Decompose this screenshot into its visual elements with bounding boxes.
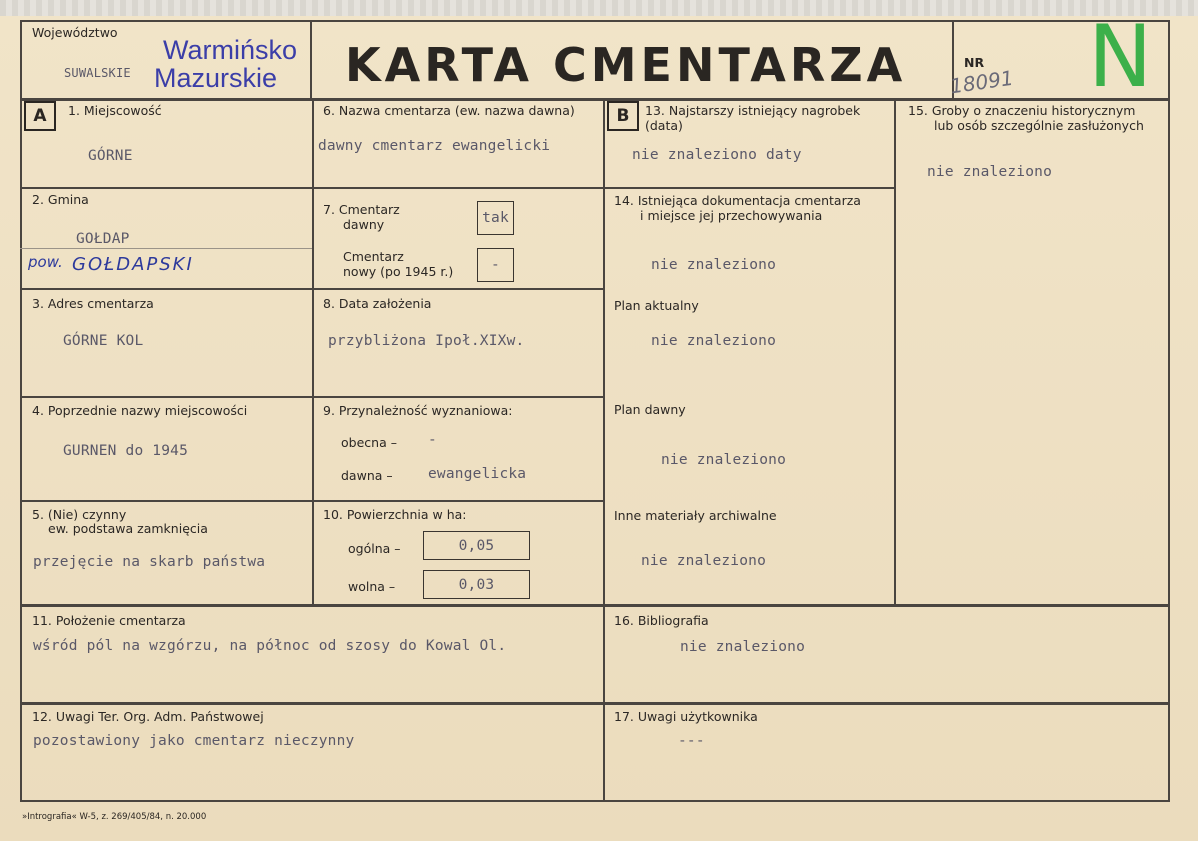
- wojewodztwo-typed: SUWALSKIE: [64, 66, 131, 80]
- inne-value: nie znaleziono: [641, 553, 767, 569]
- dokumentacja-label-line1: 14. Istniejąca dokumentacja cmentarza: [614, 193, 861, 208]
- dokumentacja-value: nie znaleziono: [651, 257, 777, 273]
- nowy-label-line2: nowy (po 1945 r.): [343, 264, 454, 279]
- bibliografia-value: nie znaleziono: [680, 639, 806, 655]
- ogolna-label: ogólna –: [348, 541, 401, 556]
- header-bottom-line: [20, 98, 1170, 101]
- gmina-value: GOŁDAP: [76, 231, 130, 247]
- nagrobek-label-line2: (data): [645, 118, 683, 133]
- czynny-value: przejęcie na skarb państwa: [33, 554, 266, 570]
- powiat-prefix: pow.: [28, 253, 63, 271]
- print-footer: »Intrografia« W-5, z. 269/405/84, n. 20.000: [22, 812, 207, 822]
- adres-label: 3. Adres cmentarza: [32, 296, 154, 311]
- gmina-label: 2. Gmina: [32, 192, 89, 207]
- bottom-row-line-1: [20, 604, 1170, 607]
- groby-label-line1: 15. Groby o znaczeniu historycznym: [908, 103, 1136, 118]
- nazwa-label: 6. Nazwa cmentarza (ew. nazwa dawna): [323, 103, 575, 118]
- ogolna-value: 0,05: [458, 537, 495, 554]
- row-line-1: [20, 187, 604, 189]
- col-divider-b: [603, 100, 605, 800]
- wolna-value: 0,03: [458, 576, 495, 593]
- dawny-label: dawny: [343, 217, 385, 232]
- frame-left: [20, 20, 22, 802]
- wojewodztwo-label: Województwo: [32, 25, 118, 40]
- powiat-value: GOŁDAPSKI: [72, 254, 194, 275]
- section-b-marker: B: [607, 101, 639, 131]
- row-line-4: [20, 500, 604, 502]
- polozenie-value: wśród pól na wzgórzu, na północ od szosy do Kowal Ol.: [33, 638, 507, 654]
- adres-value: GÓRNE KOL: [63, 333, 144, 349]
- wolna-box: [423, 570, 530, 599]
- dawny-value: tak: [482, 210, 509, 226]
- uwagi-ter-value: pozostawiony jako cmentarz nieczynny: [33, 733, 355, 749]
- page-title: KARTA CMENTARZA: [345, 38, 907, 92]
- nr-letter: N: [1088, 7, 1153, 107]
- powierzchnia-label: 10. Powierzchnia w ha:: [323, 507, 467, 522]
- col-divider-c: [894, 100, 896, 605]
- czynny-label-line1: 5. (Nie) czynny: [32, 507, 127, 522]
- groby-value: nie znaleziono: [927, 164, 1053, 180]
- col-divider-a: [312, 100, 314, 605]
- uwagi-uzyt-label: 17. Uwagi użytkownika: [614, 709, 758, 724]
- przynaleznosc-label: 9. Przynależność wyznaniowa:: [323, 403, 513, 418]
- wojewodztwo-stamp-line1: Warmińsko: [163, 35, 298, 65]
- dawna-label: dawna –: [341, 468, 393, 483]
- obecna-value: -: [428, 432, 437, 448]
- nr-handwritten: 18091: [948, 65, 1015, 99]
- frame-top: [20, 20, 1170, 22]
- nagrobek-label-line1: 13. Najstarszy istniejący nagrobek: [645, 103, 861, 118]
- nowy-label-line1: Cmentarz: [343, 249, 404, 264]
- miejscowosc-value: GÓRNE: [88, 148, 133, 164]
- frame-right: [1168, 20, 1170, 802]
- plan-dawny-value: nie znaleziono: [661, 452, 787, 468]
- section-a-marker: A: [24, 101, 56, 131]
- row-line-3: [20, 396, 604, 398]
- top-edge-strip: [0, 0, 1198, 16]
- dokumentacja-label-line2: i miejsce jej przechowywania: [640, 208, 823, 223]
- nazwa-value: dawny cmentarz ewangelicki: [318, 138, 551, 154]
- ogolna-box: [423, 531, 530, 560]
- dawna-value: ewangelicka: [428, 466, 527, 482]
- groby-label-line2: lub osób szczególnie zasłużonych: [934, 118, 1144, 133]
- plan-aktualny-label: Plan aktualny: [614, 298, 699, 313]
- data-zalozenia-value: przybliżona Ipoł.XIXw.: [328, 333, 525, 349]
- plan-dawny-label: Plan dawny: [614, 402, 686, 417]
- nr-label: NR: [964, 55, 985, 70]
- nowy-box: [477, 248, 514, 282]
- cmentarz-label: 7. Cmentarz: [323, 202, 400, 217]
- frame-bottom: [20, 800, 1170, 802]
- plan-aktualny-value: nie znaleziono: [651, 333, 777, 349]
- uwagi-ter-label: 12. Uwagi Ter. Org. Adm. Państwowej: [32, 709, 264, 724]
- row-line-2: [20, 288, 604, 290]
- polozenie-label: 11. Położenie cmentarza: [32, 613, 186, 628]
- header-divider-1: [310, 20, 312, 100]
- poprzednie-label: 4. Poprzednie nazwy miejscowości: [32, 403, 248, 418]
- wolna-label: wolna –: [348, 579, 396, 594]
- nagrobek-value: nie znaleziono daty: [632, 147, 802, 163]
- uwagi-uzyt-value: ---: [678, 733, 705, 749]
- b-row-line-1: [603, 187, 895, 189]
- czynny-label-line2: ew. podstawa zamknięcia: [48, 521, 208, 536]
- data-zalozenia-label: 8. Data założenia: [323, 296, 432, 311]
- bottom-row-line-2: [20, 702, 1170, 705]
- miejscowosc-label: 1. Miejscowość: [68, 103, 162, 118]
- gmina-sub-line: [20, 248, 312, 249]
- bibliografia-label: 16. Bibliografia: [614, 613, 709, 628]
- poprzednie-value: GURNEN do 1945: [63, 443, 189, 459]
- wojewodztwo-stamp-line2: Mazurskie: [154, 63, 278, 93]
- dawny-box: [477, 201, 514, 235]
- obecna-label: obecna –: [341, 435, 397, 450]
- nowy-value: -: [491, 257, 500, 273]
- inne-label: Inne materiały archiwalne: [614, 508, 777, 523]
